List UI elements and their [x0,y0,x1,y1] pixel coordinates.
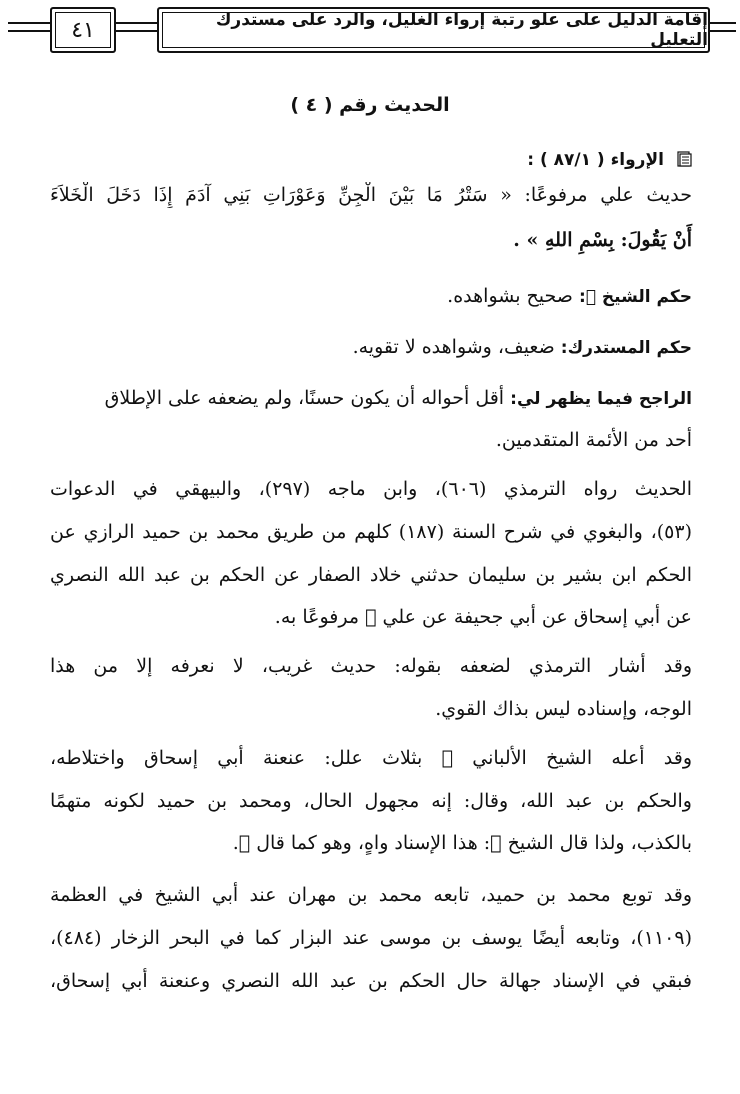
paragraph-1-line-3: الحكم ابن بشير بن سليمان حدثني خلاد الصفار عن الحكم بن عبد الله النصري [50,564,692,586]
page-number: ٤١ [71,17,95,43]
header-rule-right-top [706,22,736,24]
paragraph-3-line-3: بالكذب، ولذا قال الشيخ ﷬: هذا الإسناد واهٍ، وهو كما قال ﷬. [232,832,692,854]
paragraph-3-line-2: والحكم بن عبد الله، وقال: إنه مجهول الحال، ومحمد بن حميد لكونه متهمًا [50,790,692,812]
sheikh-ruling [50,283,692,310]
paragraph-4-line-2: (١١٠٩)، وتابعه أيضًا يوسف بن موسى عند البزار كما في البحر الزخار (٤٨٤)، [50,927,692,949]
rajih-ruling-line-1 [50,385,692,412]
paragraph-1-line-4: عن أبي إسحاق عن أبي جحيفة عن علي ﷜ مرفوعًا به. [274,606,692,628]
header-rule-left-bottom [8,30,50,32]
paragraph-4-line-1: وقد توبع محمد بن حميد، تابعه محمد بن مهران عند أبي الشيخ في العظمة [50,884,692,906]
header-rule-middle-top [112,22,157,24]
paragraph-1-line-2: (٥٣)، والبغوي في شرح السنة (١٨٧) كلهم من طريق محمد بن حميد الرازي عن [50,521,692,543]
mustadrik-ruling-text: ضعيف، وشواهده لا تقويه. [352,336,555,358]
paragraph-1-line-1: الحديث رواه الترمذي (٦٠٦)، وابن ماجه (٢٩٧)، والبيهقي في الدعوات [50,478,692,500]
section-title: الحديث رقم ( ٤ ) [290,94,450,116]
rajih-ruling-label: الراجح فيما يظهر لي: [510,389,692,409]
running-header-title: إقامة الدليل على علو رتبة إرواء الغليل، والرد على مستدرك التعليل [215,10,708,50]
paragraph-3-line-1: وقد أعله الشيخ الألباني ﷬ بثلاث علل: عنعنة أبي إسحاق واختلاطه، [50,747,692,769]
paragraph-2-line-2: الوجه، وإسناده ليس بذاك القوي. [435,698,692,720]
header-rule-left-top [8,22,50,24]
mustadrik-ruling-label: حكم المستدرك: [560,338,692,358]
irwa-reference [50,146,692,173]
header-rule-right-bottom [706,30,736,32]
book-icon [664,148,692,170]
sheikh-ruling-text: صحيح بشواهده. [447,285,573,307]
hadith-line-1: حديث علي مرفوعًا: « سَتْرُ مَا بَيْنَ الْجِنِّ وَعَوْرَاتِ بَنِي آدَمَ إِذَا دَخَلَ الْخَلاَءَ [50,184,692,206]
paragraph-2-line-1: وقد أشار الترمذي لضعفه بقوله: حديث غريب، لا نعرفه إلا من هذا [50,655,692,677]
paragraph-4-line-3: فبقي في الإسناد جهالة حال الحكم بن عبد الله النصري وعنعنة أبي إسحاق، [50,970,692,992]
page-number-box [50,7,116,53]
sheikh-ruling-label: حكم الشيخ ﷬: [578,287,692,307]
mustadrik-ruling [50,334,692,361]
irwa-label: الإرواء ( ٨٧/١ ) : [527,150,664,170]
header-rule-middle-bottom [112,30,157,32]
rajih-ruling-text-1: أقل أحواله أن يكون حسنًا، ولم يضعفه على الإطلاق [104,387,505,409]
rajih-ruling-line-2: أحد من الأئمة المتقدمين. [495,429,692,451]
hadith-line-2: أَنْ يَقُولَ: بِسْمِ اللهِ » . [513,229,692,251]
running-header [157,7,710,53]
